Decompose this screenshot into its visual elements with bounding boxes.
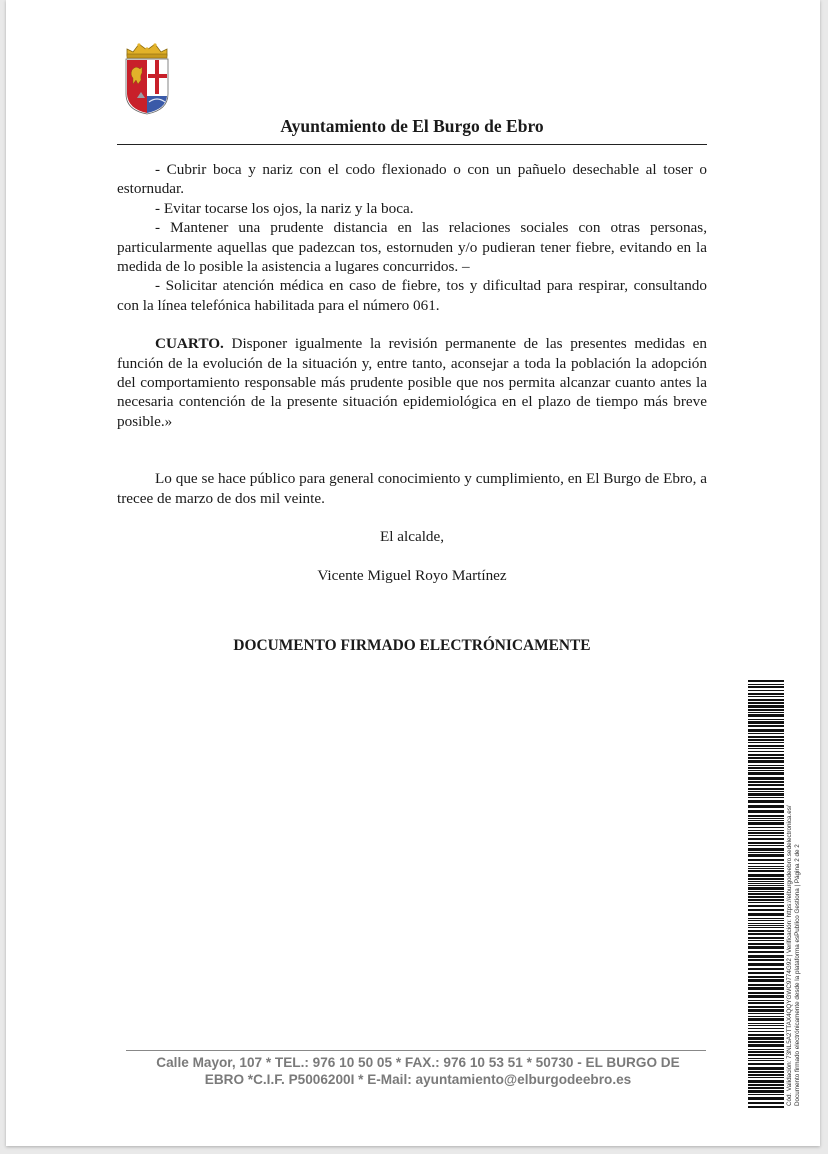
verification-line: Cód. Validación: 73NL5A2TTAX4QQYGWC9774G92 | Verificación: https://elburgodeebro.sedelectronica.es/	[786, 805, 793, 1106]
municipal-crest-logo	[121, 40, 173, 116]
footer-address	[120, 1054, 716, 1088]
verification-text	[786, 706, 802, 1106]
signature-role: El alcalde,	[379, 528, 445, 546]
page-title: Ayuntamiento de El Burgo de Ebro	[280, 116, 544, 136]
cuarto-paragraph	[117, 334, 707, 431]
closing-paragraph: Lo que se hace público para general conocimiento y cumplimiento, en El Burgo de Ebro, a trecee de marzo de dos mil veinte.	[117, 470, 707, 507]
measure-item: - Evitar tocarse los ojos, la nariz y la boca.	[155, 199, 414, 217]
cuarto-text: Disponer igualmente la revisión permanente de las presentes medidas en función de la evolución de la situación y, entre tanto, aconsejar a toda la población la adopción del comportamiento responsable más prudente posible que nos permita alcanzar cuanto antes la necesaria contención de la presente situación epidemiológica en el plazo de tiempo más breve posible.»	[117, 335, 707, 430]
footer-divider	[126, 1050, 706, 1051]
cuarto-label: CUARTO.	[155, 335, 224, 353]
footer-line: Calle Mayor, 107 * TEL.: 976 10 50 05 * FAX.: 976 10 53 51 * 50730 - EL BURGO DE	[156, 1055, 680, 1070]
signed-notice: DOCUMENTO FIRMADO ELECTRÓNICAMENTE	[233, 637, 591, 654]
title-divider	[117, 144, 707, 145]
measure-item: - Cubrir boca y nariz con el codo flexionado o con un pañuelo desechable al toser o estornudar.	[117, 161, 707, 198]
barcode-image	[748, 680, 784, 1108]
measure-item: - Mantener una prudente distancia en las relaciones sociales con otras personas, particularmente aquellas que padezcan tos, estornuden y/o pudieran tener fiebre, evitando en la medida de lo posible la asistencia a lugares concurridos. –	[117, 219, 707, 276]
document-body	[117, 160, 707, 585]
verification-line: Documento firmado electrónicamente desde la plataforma esPublico Gestiona | Página 2 de 2	[794, 844, 801, 1106]
measure-item: - Solicitar atención médica en caso de fiebre, tos y dificultad para respirar, consultando con la línea telefónica habilitada para el número 061.	[117, 277, 707, 314]
signature-name: Vicente Miguel Royo Martínez	[317, 566, 507, 584]
footer-line: EBRO *C.I.F. P5006200I * E-Mail: ayuntamiento@elburgodeebro.es	[204, 1072, 632, 1087]
